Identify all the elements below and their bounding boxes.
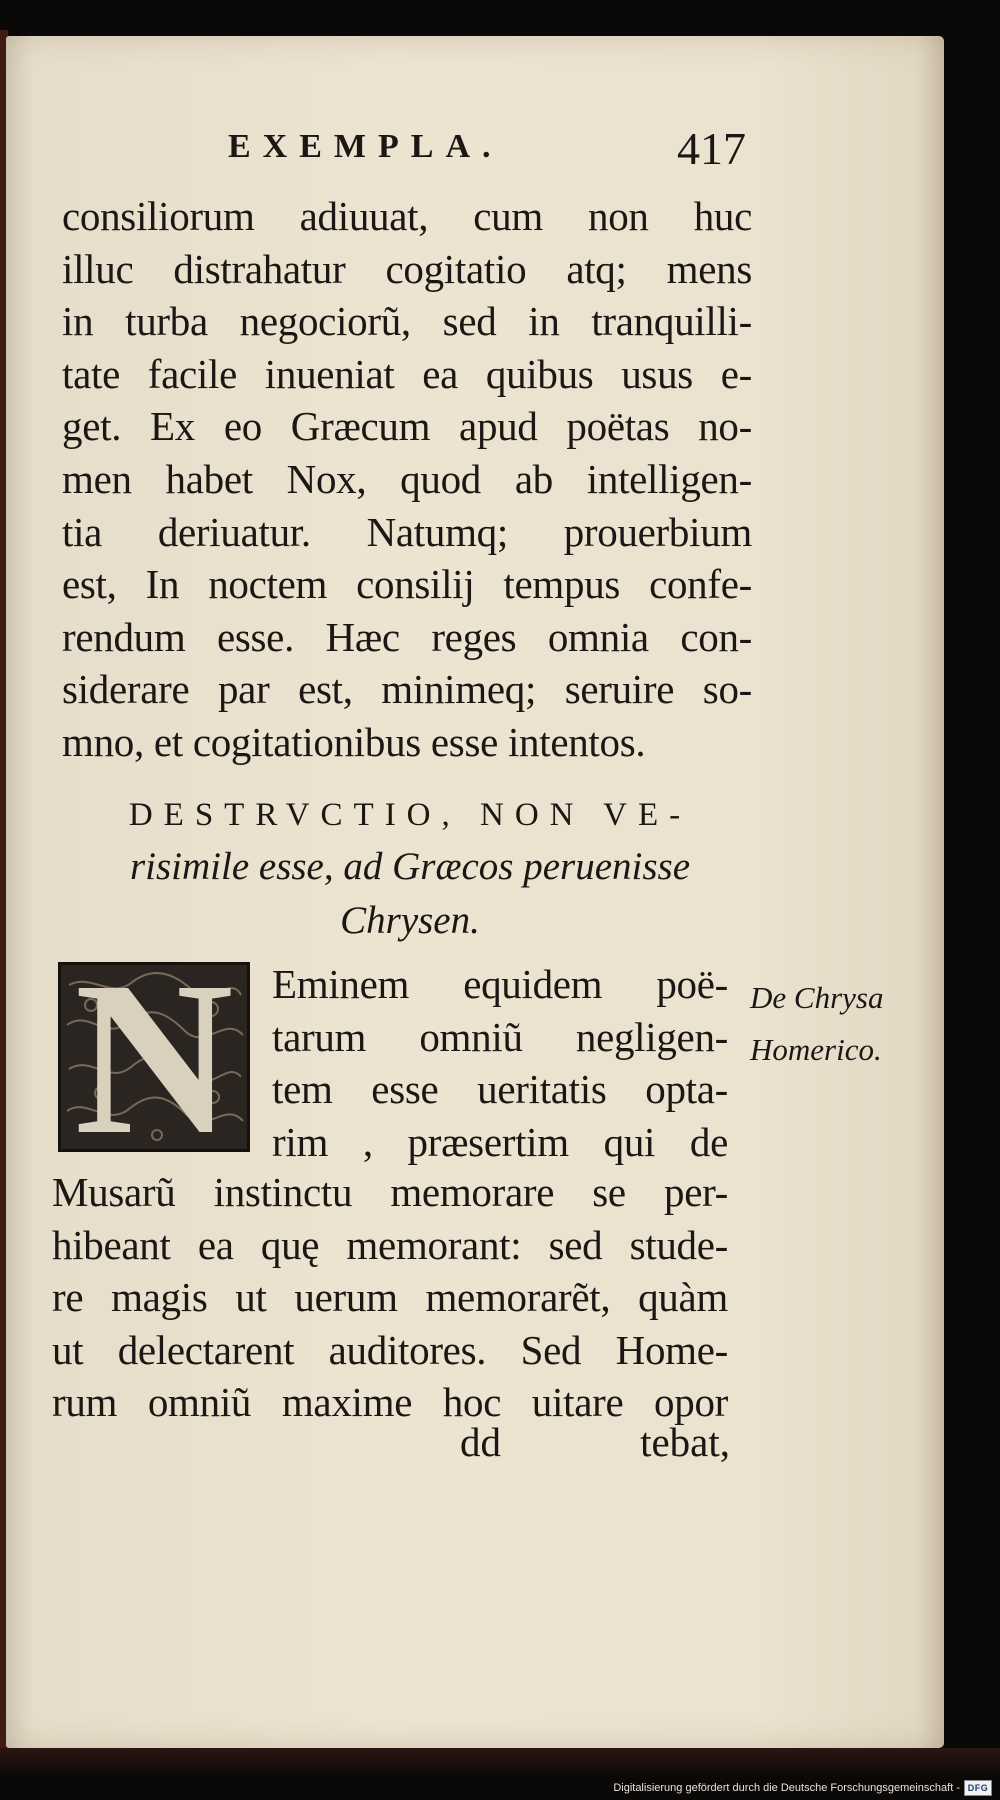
text-line: est, In noctem consilij tempus confe- <box>62 561 752 608</box>
text-line: rim , præsertim qui de <box>272 1118 728 1165</box>
body-text-bottom <box>52 1166 728 1429</box>
text-line: Eminem equidem poë- <box>272 961 728 1007</box>
page-number: 417 <box>677 123 746 174</box>
decorated-initial <box>58 962 250 1152</box>
body-text-top <box>62 190 752 769</box>
text-line: tia deriuatur. Natumq; prouerbium <box>62 508 752 555</box>
catchword: tebat, <box>640 1419 730 1465</box>
marginal-note-line-2: Homerico. <box>750 1032 882 1067</box>
text-line: hibeant ea quę memorant: sed stude- <box>52 1221 728 1268</box>
text-line: siderare par est, minimeq; seruire so- <box>62 666 752 713</box>
dfg-logo: DFG <box>964 1780 992 1796</box>
text-line: tate facile inueniat ea quibus usus e- <box>62 350 752 397</box>
text-line: tarum omniũ negligen- <box>272 1013 728 1060</box>
section-heading <box>60 790 760 948</box>
text-line: Musarũ instinctu memorare se per- <box>52 1169 728 1215</box>
text-line: re magis ut uerum memorarẽt, quàm <box>52 1274 728 1321</box>
marginal-note <box>750 972 910 1076</box>
text-line: get. Ex eo Græcum apud poëtas no- <box>62 403 752 450</box>
section-heading-caps: DESTRVCTIO, NON VE- <box>128 797 692 833</box>
text-line: rendum esse. Hæc reges omnia con- <box>62 613 752 660</box>
text-line: men habet Nox, quod ab intelligen- <box>62 455 752 502</box>
section-heading-italic-2: Chrysen. <box>340 899 480 942</box>
text-line: illuc distrahatur cogitatio atq; mens <box>62 245 752 292</box>
book-bottom-edge <box>0 1748 1000 1774</box>
running-head-title: EXEMPLA. <box>228 128 503 165</box>
text-line: rum omniũ maxime hoc uitare opor <box>52 1379 728 1426</box>
digitization-footer <box>613 1779 992 1797</box>
footer-credit: Digitalisierung gefördert durch die Deutsche Forschungsgemeinschaft - <box>613 1782 960 1794</box>
text-line: in turba negociorũ, sed in tranquilli- <box>62 298 752 345</box>
text-line: ut delectarent auditores. Sed Home- <box>52 1326 728 1373</box>
text-line: tem esse ueritatis opta- <box>272 1066 728 1113</box>
text-beside-initial <box>272 958 728 1168</box>
section-heading-italic-1: risimile esse, ad Græcos peruenisse <box>129 845 691 888</box>
text-line: mno, et cogitationibus esse intentos. <box>62 718 646 765</box>
marginal-note-line-1: De Chrysa <box>750 980 884 1015</box>
text-line: consiliorum adiuuat, cum non huc <box>62 193 752 239</box>
signature-mark: dd <box>460 1419 501 1465</box>
running-head <box>200 123 760 178</box>
initial-letter: N <box>74 962 234 1152</box>
